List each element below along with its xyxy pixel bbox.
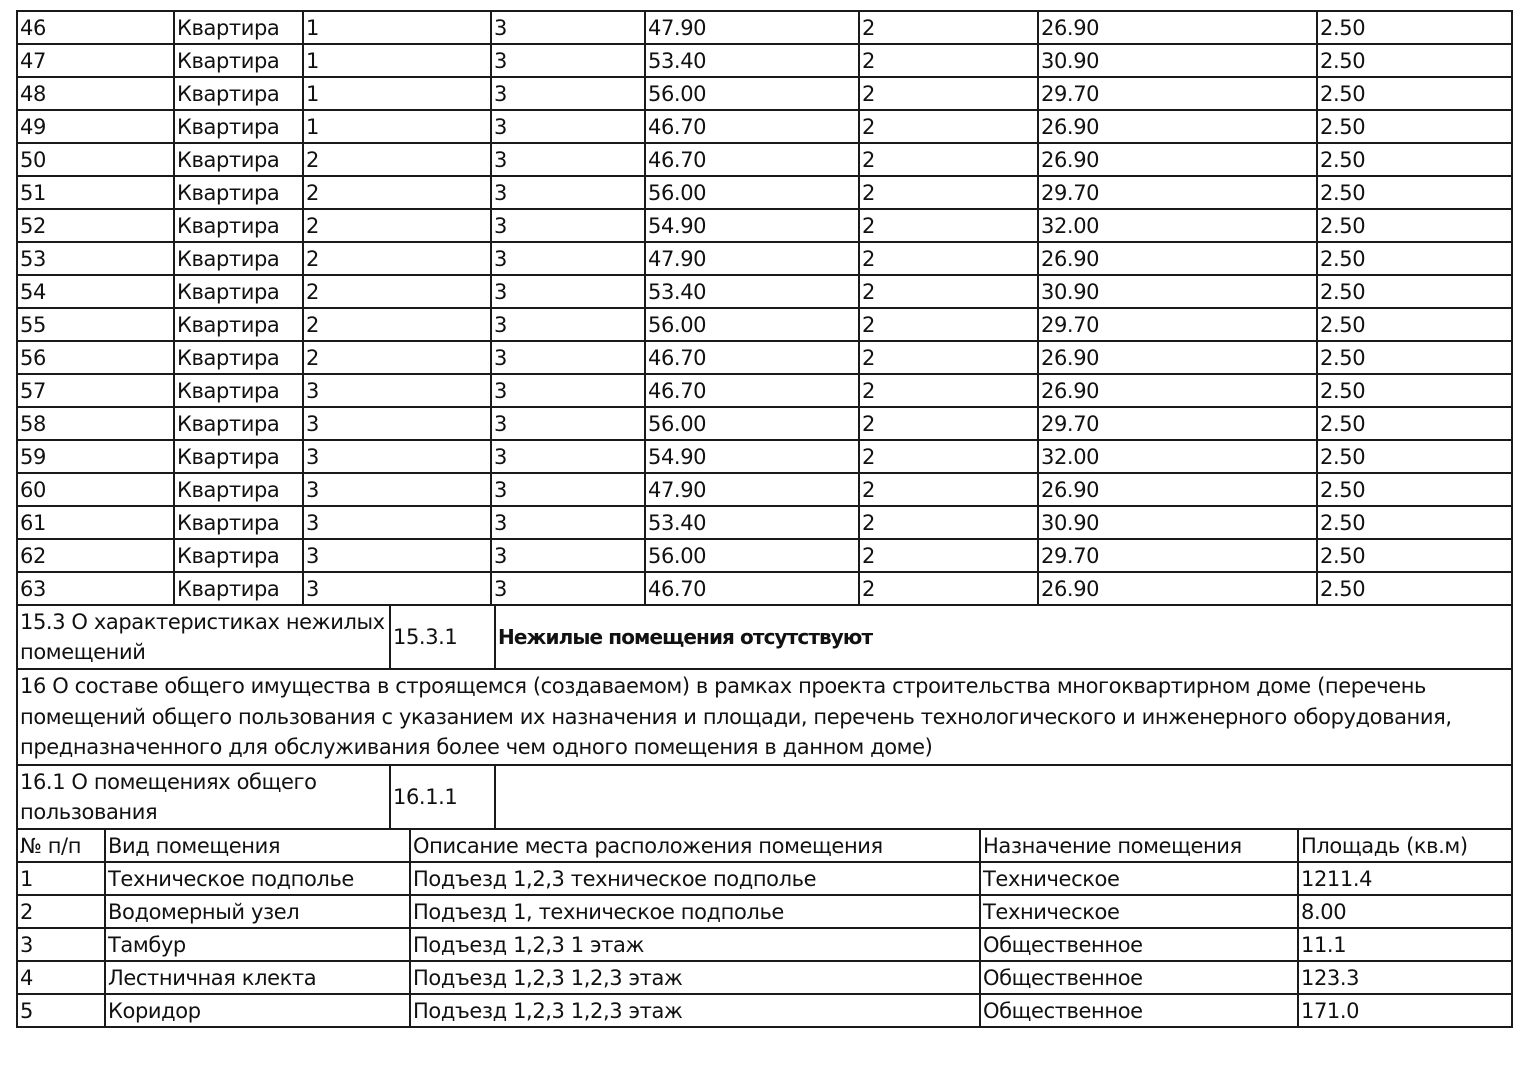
cell-entrance: 2 [303, 308, 491, 341]
cell-floors: 3 [491, 308, 645, 341]
cell-num: 59 [17, 440, 174, 473]
cell-ceiling: 2.50 [1317, 506, 1512, 539]
header-location: Описание места расположения помещения [410, 829, 980, 862]
cell-num: 52 [17, 209, 174, 242]
document-page [16, 10, 1511, 1028]
section-15-3-table [16, 604, 1513, 830]
cell-ceiling: 2.50 [1317, 539, 1512, 572]
cell-kind: Водомерный узел [105, 895, 410, 928]
cell-entrance: 2 [303, 275, 491, 308]
cell-num: 58 [17, 407, 174, 440]
cell-entrance: 2 [303, 341, 491, 374]
cell-floors: 3 [491, 11, 645, 44]
section-16-title: 16 О составе общего имущества в строящемся (создаваемом) в рамках проекта строительства многоквартирном доме (перечень помещений общего пользования с указанием их назначения и площади, перечень технологического и инженерного оборудования, предназначенного для обслуживания более чем одного помещения в данном доме) [17, 669, 1512, 765]
cell-type: Квартира [174, 176, 303, 209]
cell-type: Квартира [174, 506, 303, 539]
cell-living-area: 26.90 [1038, 341, 1317, 374]
table-row [17, 473, 1512, 506]
cell-num: 60 [17, 473, 174, 506]
cell-rooms: 2 [859, 407, 1038, 440]
cell-num: 46 [17, 11, 174, 44]
cell-purpose: Общественное [980, 928, 1298, 961]
header-purpose: Назначение помещения [980, 829, 1298, 862]
cell-location: Подъезд 1,2,3 1,2,3 этаж [410, 994, 980, 1027]
cell-living-area: 29.70 [1038, 308, 1317, 341]
cell-type: Квартира [174, 44, 303, 77]
cell-floors: 3 [491, 143, 645, 176]
table-row [17, 440, 1512, 473]
common-rooms-table-body [17, 862, 1512, 1027]
cell-living-area: 26.90 [1038, 143, 1317, 176]
cell-entrance: 3 [303, 572, 491, 605]
section-15-3-value: Нежилые помещения отсутствуют [495, 605, 1512, 669]
cell-floors: 3 [491, 275, 645, 308]
section-16-1-row [17, 765, 1512, 829]
cell-ceiling: 2.50 [1317, 308, 1512, 341]
cell-living-area: 29.70 [1038, 407, 1317, 440]
table-row [17, 308, 1512, 341]
cell-ceiling: 2.50 [1317, 572, 1512, 605]
cell-floors: 3 [491, 77, 645, 110]
table-row [17, 44, 1512, 77]
cell-ceiling: 2.50 [1317, 407, 1512, 440]
cell-kind: Тамбур [105, 928, 410, 961]
cell-num: 47 [17, 44, 174, 77]
cell-ceiling: 2.50 [1317, 176, 1512, 209]
cell-rooms: 2 [859, 44, 1038, 77]
cell-type: Квартира [174, 77, 303, 110]
cell-type: Квартира [174, 11, 303, 44]
cell-num: 54 [17, 275, 174, 308]
cell-num: 61 [17, 506, 174, 539]
cell-floors: 3 [491, 209, 645, 242]
section-16-1-title: 16.1 О помещениях общего пользования [17, 765, 390, 829]
cell-total-area: 53.40 [645, 44, 859, 77]
section-16-1-code: 16.1.1 [390, 765, 495, 829]
table-row [17, 961, 1512, 994]
cell-type: Квартира [174, 341, 303, 374]
cell-floors: 3 [491, 440, 645, 473]
cell-ceiling: 2.50 [1317, 209, 1512, 242]
cell-living-area: 30.90 [1038, 506, 1317, 539]
cell-floors: 3 [491, 44, 645, 77]
cell-total-area: 56.00 [645, 539, 859, 572]
cell-living-area: 32.00 [1038, 440, 1317, 473]
cell-purpose: Общественное [980, 961, 1298, 994]
table-row [17, 862, 1512, 895]
cell-living-area: 29.70 [1038, 176, 1317, 209]
cell-floors: 3 [491, 572, 645, 605]
cell-total-area: 47.90 [645, 11, 859, 44]
cell-living-area: 29.70 [1038, 539, 1317, 572]
cell-num: 51 [17, 176, 174, 209]
cell-rooms: 2 [859, 275, 1038, 308]
cell-living-area: 26.90 [1038, 572, 1317, 605]
table-row [17, 110, 1512, 143]
cell-total-area: 53.40 [645, 506, 859, 539]
cell-location: Подъезд 1,2,3 1 этаж [410, 928, 980, 961]
apartments-table-body [17, 11, 1512, 605]
cell-num: 4 [17, 961, 105, 994]
cell-type: Квартира [174, 209, 303, 242]
cell-ceiling: 2.50 [1317, 473, 1512, 506]
cell-total-area: 46.70 [645, 374, 859, 407]
table-row [17, 506, 1512, 539]
cell-ceiling: 2.50 [1317, 275, 1512, 308]
table-row [17, 143, 1512, 176]
cell-ceiling: 2.50 [1317, 143, 1512, 176]
cell-living-area: 26.90 [1038, 374, 1317, 407]
cell-living-area: 26.90 [1038, 242, 1317, 275]
header-kind: Вид помещения [105, 829, 410, 862]
cell-entrance: 2 [303, 209, 491, 242]
cell-ceiling: 2.50 [1317, 242, 1512, 275]
cell-type: Квартира [174, 374, 303, 407]
cell-area: 123.3 [1298, 961, 1512, 994]
cell-entrance: 3 [303, 407, 491, 440]
cell-type: Квартира [174, 473, 303, 506]
cell-entrance: 1 [303, 44, 491, 77]
cell-entrance: 3 [303, 440, 491, 473]
section-16-row [17, 669, 1512, 765]
cell-num: 49 [17, 110, 174, 143]
cell-ceiling: 2.50 [1317, 341, 1512, 374]
cell-location: Подъезд 1,2,3 техническое подполье [410, 862, 980, 895]
cell-rooms: 2 [859, 572, 1038, 605]
cell-living-area: 26.90 [1038, 11, 1317, 44]
table-row [17, 928, 1512, 961]
cell-total-area: 56.00 [645, 176, 859, 209]
cell-rooms: 2 [859, 473, 1038, 506]
cell-entrance: 1 [303, 11, 491, 44]
cell-total-area: 53.40 [645, 275, 859, 308]
cell-floors: 3 [491, 407, 645, 440]
cell-floors: 3 [491, 473, 645, 506]
cell-purpose: Техническое [980, 895, 1298, 928]
table-row [17, 176, 1512, 209]
cell-num: 63 [17, 572, 174, 605]
cell-rooms: 2 [859, 242, 1038, 275]
cell-living-area: 32.00 [1038, 209, 1317, 242]
cell-total-area: 54.90 [645, 209, 859, 242]
cell-living-area: 30.90 [1038, 275, 1317, 308]
section-15-3-title: 15.3 О характеристиках нежилых помещений [17, 605, 390, 669]
cell-rooms: 2 [859, 374, 1038, 407]
header-area: Площадь (кв.м) [1298, 829, 1512, 862]
cell-type: Квартира [174, 275, 303, 308]
cell-num: 57 [17, 374, 174, 407]
cell-ceiling: 2.50 [1317, 77, 1512, 110]
cell-living-area: 30.90 [1038, 44, 1317, 77]
table-row [17, 572, 1512, 605]
cell-rooms: 2 [859, 341, 1038, 374]
table-row [17, 374, 1512, 407]
cell-area: 11.1 [1298, 928, 1512, 961]
cell-entrance: 2 [303, 143, 491, 176]
cell-floors: 3 [491, 341, 645, 374]
cell-kind: Техническое подполье [105, 862, 410, 895]
cell-purpose: Общественное [980, 994, 1298, 1027]
cell-type: Квартира [174, 539, 303, 572]
cell-num: 3 [17, 928, 105, 961]
cell-floors: 3 [491, 374, 645, 407]
cell-total-area: 47.90 [645, 473, 859, 506]
cell-ceiling: 2.50 [1317, 11, 1512, 44]
cell-num: 1 [17, 862, 105, 895]
cell-rooms: 2 [859, 440, 1038, 473]
cell-rooms: 2 [859, 110, 1038, 143]
cell-entrance: 3 [303, 473, 491, 506]
cell-ceiling: 2.50 [1317, 374, 1512, 407]
cell-num: 48 [17, 77, 174, 110]
cell-rooms: 2 [859, 506, 1038, 539]
common-rooms-table [16, 828, 1513, 1028]
table-row [17, 77, 1512, 110]
table-row [17, 242, 1512, 275]
cell-ceiling: 2.50 [1317, 440, 1512, 473]
cell-ceiling: 2.50 [1317, 110, 1512, 143]
cell-num: 5 [17, 994, 105, 1027]
cell-entrance: 2 [303, 242, 491, 275]
cell-entrance: 1 [303, 77, 491, 110]
table-row [17, 209, 1512, 242]
section-15-3-code: 15.3.1 [390, 605, 495, 669]
cell-living-area: 26.90 [1038, 110, 1317, 143]
cell-total-area: 46.70 [645, 572, 859, 605]
cell-type: Квартира [174, 110, 303, 143]
cell-ceiling: 2.50 [1317, 44, 1512, 77]
cell-type: Квартира [174, 143, 303, 176]
cell-entrance: 3 [303, 506, 491, 539]
cell-location: Подъезд 1,2,3 1,2,3 этаж [410, 961, 980, 994]
cell-entrance: 2 [303, 176, 491, 209]
cell-num: 2 [17, 895, 105, 928]
cell-kind: Лестничная клекта [105, 961, 410, 994]
cell-floors: 3 [491, 110, 645, 143]
cell-type: Квартира [174, 440, 303, 473]
cell-entrance: 3 [303, 539, 491, 572]
common-rooms-header-row [17, 829, 1512, 862]
cell-floors: 3 [491, 506, 645, 539]
cell-living-area: 26.90 [1038, 473, 1317, 506]
table-row [17, 275, 1512, 308]
cell-floors: 3 [491, 176, 645, 209]
header-num: № п/п [17, 829, 105, 862]
cell-type: Квартира [174, 407, 303, 440]
cell-floors: 3 [491, 539, 645, 572]
cell-num: 55 [17, 308, 174, 341]
table-row [17, 407, 1512, 440]
cell-floors: 3 [491, 242, 645, 275]
cell-rooms: 2 [859, 77, 1038, 110]
cell-total-area: 47.90 [645, 242, 859, 275]
cell-type: Квартира [174, 242, 303, 275]
cell-total-area: 46.70 [645, 110, 859, 143]
cell-entrance: 1 [303, 110, 491, 143]
cell-location: Подъезд 1, техническое подполье [410, 895, 980, 928]
cell-rooms: 2 [859, 209, 1038, 242]
cell-num: 53 [17, 242, 174, 275]
cell-total-area: 46.70 [645, 341, 859, 374]
table-row [17, 341, 1512, 374]
section-16-1-value [495, 765, 1512, 829]
cell-rooms: 2 [859, 11, 1038, 44]
cell-entrance: 3 [303, 374, 491, 407]
cell-rooms: 2 [859, 143, 1038, 176]
cell-rooms: 2 [859, 176, 1038, 209]
table-row [17, 539, 1512, 572]
cell-area: 8.00 [1298, 895, 1512, 928]
cell-rooms: 2 [859, 308, 1038, 341]
table-row [17, 994, 1512, 1027]
cell-living-area: 29.70 [1038, 77, 1317, 110]
cell-total-area: 54.90 [645, 440, 859, 473]
cell-type: Квартира [174, 308, 303, 341]
cell-total-area: 56.00 [645, 407, 859, 440]
apartments-table [16, 10, 1513, 606]
cell-kind: Коридор [105, 994, 410, 1027]
table-row [17, 895, 1512, 928]
cell-num: 56 [17, 341, 174, 374]
cell-area: 1211.4 [1298, 862, 1512, 895]
cell-total-area: 46.70 [645, 143, 859, 176]
cell-purpose: Техническое [980, 862, 1298, 895]
cell-total-area: 56.00 [645, 308, 859, 341]
cell-num: 50 [17, 143, 174, 176]
cell-type: Квартира [174, 572, 303, 605]
cell-total-area: 56.00 [645, 77, 859, 110]
cell-num: 62 [17, 539, 174, 572]
section-15-3-row [17, 605, 1512, 669]
cell-area: 171.0 [1298, 994, 1512, 1027]
cell-rooms: 2 [859, 539, 1038, 572]
table-row [17, 11, 1512, 44]
